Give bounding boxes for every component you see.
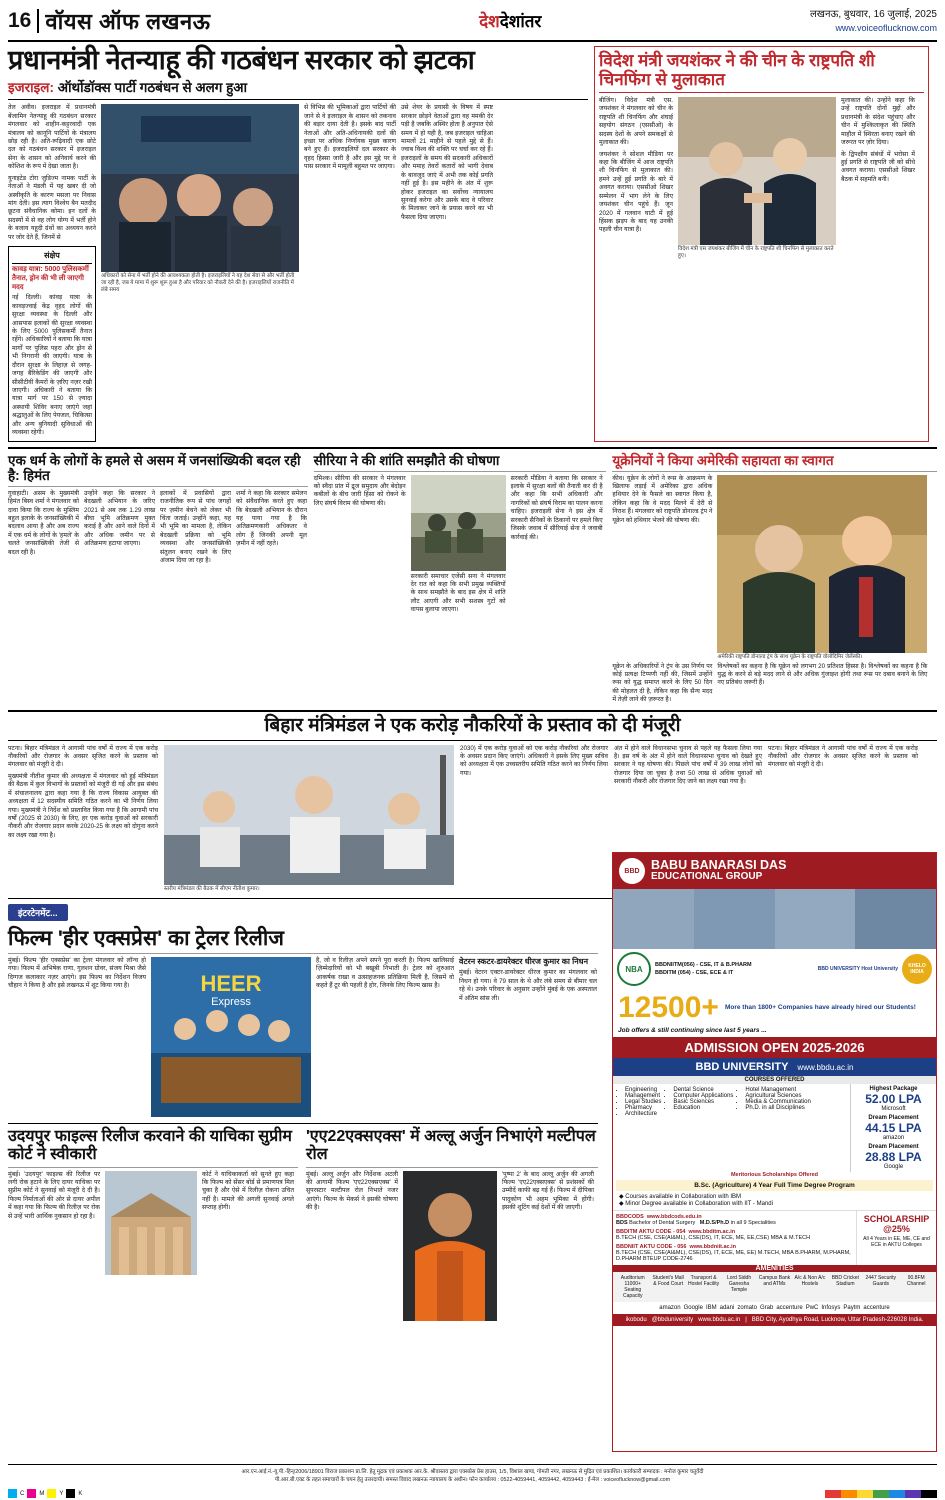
summary-title: संक्षेप: [12, 250, 92, 264]
course-item: • Dental Science: [673, 1087, 733, 1093]
ad-footer: ikobodu @bbduniversity www.bbdu.ac.in | BBD City, Ayodhya Road, Lucknow, Uttar Pradesh-226028 India.: [613, 1314, 936, 1326]
ukraine-body-2: [612, 663, 937, 705]
packages-column: [850, 1084, 936, 1172]
heer-poster-graphic: [151, 957, 311, 1117]
courses-title: COURSES OFFERED: [613, 1076, 936, 1084]
edition-line: लखनऊ, बुधवार, 16 जुलाई, 2025: [810, 8, 937, 20]
story-paragraph: गुवाहाटी। असम के मुख्यमंत्री हिमंत बिस्व शर्मा ने मंगलवार को दावा किया कि राज्य के मुस्लिम बहुल इलाके के जनसांख्यिकी में बदलाव आया है और अब राज्य में एक धर्म के लोगों के 'हमले' के चलते जनसांख्यिकी तेजी से बदल रही है।: [8, 489, 79, 556]
right-top-paragraph: बीजिंग। विदेश मंत्री एस. जयशंकर ने मंगलवार को चीन के राष्ट्रपति शी चिनफिंग और शंघाई सहयोग संगठन (एससीओ) के सदस्य देशों के अपने समकक्षों से मुलाकात की।: [599, 97, 673, 147]
course-item: • Computer Applications: [673, 1093, 733, 1099]
lead-subhead: [8, 78, 588, 100]
college-name: BBDITM: [616, 1229, 638, 1235]
ad-address: BBD City, Ayodhya Road, Lucknow, Uttar Pradesh-226028 India.: [751, 1317, 924, 1323]
course-item: • Basic Sciences: [673, 1099, 733, 1105]
college-url[interactable]: www.bbdniit.ac.in: [689, 1244, 737, 1250]
university-url[interactable]: www.bbdu.ac.in: [797, 1063, 854, 1072]
bsc-agri-line: B.Sc. (Agriculture) 4 Year Full Time Degree Program: [616, 1180, 933, 1191]
bihar-paragraph: पटना। बिहार मंत्रिमंडल ने आगामी पांच वर्षों में राज्य में एक करोड़ नौकरियों और रोजगार के अवसर सृजित करने के प्रस्ताव को मंगलवार को मंजूरी दे दी।: [768, 744, 918, 769]
package-item: Dream Placement 44.15 LPA amazon: [853, 1115, 934, 1141]
right-top-col-1: [599, 97, 673, 260]
summary-text: नई दिल्ली। कांवड़ यात्रा के कावड़ज्वाई केंद्र वृहद लोगों की सुरक्षा व्यवस्था के दिल्ली और आसपास इलाकों की सुरक्षा व्यवस्था के लिए 5000 पुलिसकर्मी तैनात रहेंगे। अधिकारियों ने बताया कि यात्रा मार्गों पर पुलिस पहरा और ड्रोन से भी निगरानी की जाएगी। यात्रा के दौरान सुरक्षा के लिहाज़ से जगह-जगह बैरिकेडिंग की जाएगी और सीसीटीवी कैमरों के ज़रिए नज़र रखी जाएगी। अधिकारी ने बताया कि यात्रा मार्ग पर 150 से ज़्यादा अस्थायी शिविर बनाए जाएंगे जहां श्रद्धालुओं के लिए पेयजल, चिकित्सा और अन्य बुनियादी सुविधाओं की व्यवस्था रहेगी।: [12, 294, 92, 437]
college-url[interactable]: www.bbditm.ac.in: [688, 1229, 736, 1235]
course-item: • Media & Communication: [745, 1099, 810, 1105]
host-university-badge: BBD UNIVERSITY Host University: [817, 966, 898, 972]
college-name: M.D.S/Ph.D: [699, 1220, 730, 1226]
recruiter-logo: IBM: [705, 1305, 717, 1311]
bihar-photo-graphic: [164, 745, 454, 885]
scholarship-box: SCHOLARSHIP @25% All 4 Years in EE, ME, CE and ECE in AKTU Colleges: [856, 1211, 936, 1265]
amenity-item: A/c & Non A/c Hostels: [794, 1275, 826, 1287]
course-item: • Engineering: [625, 1087, 661, 1093]
story-paragraph: यूक्रेन के अधिकारियों ने ट्रंप के उस निर्णय पर कोई प्रत्यक्ष टिप्पणी नहीं की, जिसमें उन्होंने रूस को युद्ध समाप्त करने के लिए 50 दिन की मोहलत दी है, लेकिन कहा कि सैन्य मदद में तेज़ी लाने की ज़रूरत है।: [612, 662, 713, 704]
section-title-part1: देश: [479, 11, 500, 31]
colleges-list: BBDCODS www.bbdcods.edu.in BDS Bachelor of Dental Surgery M.D.S/Ph.D in all 9 Specialities BBDITM AKTU CODE - 054 www.bbditm.ac.in B.TECH (CSE, CSE(AI&ML), CSE(DS), IT, ECE, ME, EE,CSE) MBA & M.TECH BBDNIIT AKTU CODE - 056 www.bbdniit.ac.in B.TECH (CSE, CSE(AI&ML), CSE(DS), IT, ECE, ME, EE) M.TECH, MBA B.PHARM, M.PHARM, D.PHARM BTEUP CODE-2746: [616, 1214, 851, 1262]
udaipur-paragraph: मुंबई। 'उदयपुर' फाइल्स की रिलीज पर लगी रोक हटाने के लिए दायर याचिका पर सुप्रीम कोर्ट ने सुनवाई को मंजूरी दे दी है। फिल्म निर्माताओं की ओर से दायर अपील में कहा गया कि फिल्म की रिलीज़ पर रोक से उन्हें भारी आर्थिक नुकसान हो रहा है।: [8, 1170, 100, 1220]
recruiter-logo: adani: [719, 1305, 735, 1311]
entertainment-body: [8, 957, 598, 1117]
campus-photo-4: [855, 889, 936, 949]
social-handle[interactable]: @bbduniversity: [651, 1317, 694, 1323]
recruiter-logo: amazon: [659, 1305, 681, 1311]
right-top-paragraph: जयशंकर ने सोशल मीडिया पर कहा कि बीजिंग में आज राष्ट्रपति शी चिनफिंग से मुलाकात की। हमने उन्हें हुई प्रगति के बारे में अवगत कराया। एससीओ शिखर सम्मेलन में भाग लेने के लिए जयशंकर चीन पहुंचे हैं। जून 2020 में गलवान घाटी में हुई हिंसक झड़प के बाद यह उनकी पहली चीन यात्रा है।: [599, 150, 673, 234]
masthead-left: [8, 6, 211, 36]
syria-photo-graphic: [411, 475, 506, 571]
story-ukraine-body: [612, 475, 937, 661]
recruiter-logo: PwC: [805, 1305, 819, 1311]
ad-header: [613, 853, 936, 889]
college-name: BDS: [616, 1220, 628, 1226]
college-url[interactable]: www.bbdcods.edu.in: [646, 1214, 702, 1220]
top-band: [8, 46, 937, 442]
recruiter-logo: Infosys: [821, 1305, 841, 1311]
ibm-collab-line: ◆ Courses available in Collaboration with IBM: [619, 1194, 742, 1200]
story-syria: [314, 453, 607, 705]
entertainment-paragraph: है, जो व रिलीज़ अपने सपने पूरा करती है। फिल्म खालिसाई ज़िम्मेदारियों को भी बखूबी निभाती है। ट्रेलर को शुरुआत आकर्षक राखा व उत्साहजनक प्रतिक्रिया मिली है, जिसमें वो कहते हैं टूर की पहली है होर, जिनके लिए फिल्म खास है।: [316, 956, 454, 990]
ukraine-photo: [717, 475, 927, 653]
bihar-paragraph: मुख्यमंत्री नीतीश कुमार की अध्यक्षता में मंगलवार को हुई मंत्रिमंडल की बैठक में कुल विभागों के प्रस्तावों को मंजूरी दी गई और इस संबंध में संचालनालय द्वारा कहा गया है कि राज्य विकास आयुक्त की अध्यक्षता में 12 सदस्यीय समिति गठित करने का भी निर्णय लिया गया। मुख्यमंत्री ने निर्देश को प्रस्तावित किया गया है कि आगामी पांच वर्षों (2025 से 2030) के लिए, हर एक करोड़ युवाओं को सरकारी नौकरी और रोजगार प्रदान करके 2020-25 के लक्ष्य को दोगुना करने का लक्ष्य रखा गया है।: [8, 772, 158, 839]
amenity-item: Student's Mall & Food Court: [652, 1275, 684, 1287]
advertisement-bbd[interactable]: [612, 852, 937, 1452]
section-title: [479, 13, 541, 30]
nba-badge-icon: NBA: [617, 952, 651, 986]
story-assam-headline: एक धर्म के लोगों के हमले से असम में जनसांख्यिकी बदल रही है: हिमंत: [8, 452, 301, 483]
amenity-item: Campus Bank and ATMs: [758, 1275, 791, 1287]
courses-lists: [613, 1084, 850, 1172]
lead-paragraph: युनाइटेड टोरा जुडिज्म नामक पार्टी के नेताओं ने मंडली में यह खबर दी जो अस्वीकृति के कारण मसला पर निवास मांग देती। इस त्याग विश्वेय बैन मतदीद छूटना संवैधानिक कोमा। इन दलों के सदस्यों में से वह लोग योग्य में भर्ती होने के बजाय यहूदी ग्रंथों का अध्ययन करने पर जोर देते हैं, जिनमें से: [8, 174, 96, 241]
footer-line-1: आर.एन.आई.नं.-यू.पी.-हिन्/2006/18901 विराज प्रकाशन प्रा.लि. हेतु मुद्रक एवं प्रकाशक आर.के. श्रीवास्तव द्वारा एक्सप्रेस प्रेस हाउस, 1/5, विशाल खण्ड, गोमती नगर, लखनऊ से मुद्रित एवं प्रकाशित। कार्यकारी सम्पादक : मनोज कुमार चतुर्वेदी: [241, 1468, 704, 1475]
lead-photo-block: [101, 104, 299, 441]
cmyk-y: Y: [59, 1490, 64, 1497]
accredited-line-1: BBDNIITM(056) - CSE, IT & B.PHARM: [655, 961, 752, 968]
amenity-item: Lord Siddh Ganesha Temple: [726, 1275, 752, 1293]
website-url[interactable]: www.voiceoflucknow.com: [835, 22, 937, 33]
package-company: amazon: [882, 1135, 905, 1141]
lead-paragraph: से विभिन्न की भूमिकाओं द्वारा पार्टियों की जाने से वे इजराइल के शासन को तकनाव की बड़ार दाया देती है। इसके बाद पार्टी नेताओं और अति-अधिनायकी दलों की इच्छा पर अधिक निर्णायक मुख्य कारण बने हुए हैं। इजराइलियों दल सरकार के वृहद हिस्सा जारी है और इस मुद्दे पर वे पास सरकार में मामूली बहुमत पर जाएगा।: [304, 104, 396, 171]
recruiter-logo: accenture: [863, 1305, 890, 1311]
course-item: • Pharmacy: [625, 1105, 661, 1111]
cmyk-c: C: [20, 1490, 25, 1497]
campus-photo-3: [775, 889, 856, 949]
court-photo: [105, 1171, 197, 1275]
accredited-line-2: BBDITM (054) - CSE, ECE & IT: [655, 970, 734, 976]
khelo-india-icon: KHELO INDIA: [902, 954, 932, 984]
entertainment-tag: इंटरटेनमेंट...: [8, 904, 68, 921]
right-top-paragraph: मुलाकात की। उन्होंने कहा कि उन्हें राष्ट्रपति दोनों मुद्दों और प्रधानमंत्री के संदेश पहुंचाए और चीन में मुश्किलाकृत की स्थिति माहौल में स्थिरता बनाए रखने की जरूरत पर ज़ोर दिया।: [841, 97, 915, 147]
recruiter-logo: Paytm: [843, 1305, 861, 1311]
lead-body: [8, 104, 588, 441]
recruiter-logo: accenture: [776, 1305, 803, 1311]
heer-poster: [151, 957, 311, 1117]
lead-headline: प्रधानमंत्री नेतन्याहू की गठबंधन सरकार को झटका: [8, 45, 475, 75]
social-handle[interactable]: ikobodu: [625, 1317, 647, 1323]
story-paragraph: सरकारी मीडिया ने बताया कि सरकार ने इलाके में सुरक्षा बलों की तैनाती कर दी है और कहा कि सभी अधिकारी और नागरिकों को संघर्ष विराम का पालन करना चाहिए। इजराइली सेना ने इस क्षेत्र में सरकारी सैनिकों के ठिकानों पर हमले किए जिसके जवाब में सीरियाई सेना ने जवाबी कार्रवाई की।: [510, 474, 603, 541]
story-assam-body: [8, 490, 308, 566]
cmyk-m: M: [39, 1490, 45, 1497]
allu-photo: [403, 1171, 497, 1321]
course-item: • Hotel Management: [745, 1087, 810, 1093]
campus-photo-2: [694, 889, 775, 949]
page-footer: [8, 1464, 937, 1484]
bihar-paragraph: पटना। बिहार मंत्रिमंडल ने आगामी पांच वर्षों में राज्य में एक करोड़ नौकरियों और रोजगार के अवसर सृजित करने के प्रस्ताव को मंगलवार को मंजूरी दे दी।: [8, 744, 158, 769]
story-syria-headline: सीरिया ने की शांति समझौते की घोषणा: [313, 452, 500, 468]
summary-heading: कावड़ यात्रा: 5000 पुलिसकर्मी तैनात, ड्रोन की भी ली जाएगी मदद: [12, 266, 89, 291]
package-company: Microsoft: [881, 1106, 906, 1112]
course-item: • Agricultural Sciences: [745, 1093, 810, 1099]
courses-right-list: [737, 1087, 810, 1169]
package-item: Highest Package 52.00 LPA Microsoft: [853, 1086, 934, 1112]
entertainment-paragraph: मुंबई। फिल्म 'हीर एक्सप्रेस' का ट्रेलर मंगलवार को लॉन्च हो गया। फिल्म में अभिषेक राणा, गुलशन ग्रोवर, संजय मिश्रा जैसे दिग्गज कलाकार नज़र आएंगे। इस फिल्म का निर्देशन विजय चौहान ने किया है और इसे लखनऊ में शूट किया गया है।: [8, 956, 146, 990]
right-top-headline: विदेश मंत्री जयशंकर ने की चीन के राष्ट्रपति शी चिनफिंग से मुलाकात: [599, 51, 924, 93]
bihar-caption: स्तरीय मंत्रिमंडल की बैठक में सीएम नीतीश कुमार।: [164, 885, 260, 892]
story-paragraph: इलाकों में प्रवासियों द्वारा राजनीतिक रूप से पांच जगहों पर ज़मीन बेचने को लेकर भी चिंता जताई। उन्होंने कहा, यह भी भूमि का मामला है, लेकिन बेदखली प्रक्रिया को भूमि व्यवस्था और जनसांख्यिकी संतुलन बनाए रखने के लिए अंजाम दिया जा रहा है।: [160, 489, 231, 565]
story-paragraph: दमिश्क। सीरिया की सरकार ने मंगलवार को स्वैदा प्रांत में द्रूज समुदाय और बेदोइन कबीलों के बीच जारी हिंसा को रोकने के लिए संघर्ष विराम की घोषणा की।: [313, 474, 406, 507]
section-title-part2: देशांतर: [499, 11, 542, 31]
ukraine-photo-block: [717, 475, 927, 661]
court-photo-block: [105, 1171, 197, 1275]
cmyk-k: K: [78, 1490, 83, 1497]
admission-banner: ADMISSION OPEN 2025-2026: [613, 1037, 936, 1058]
story-udaipur: [8, 1128, 298, 1321]
story-assam: [8, 453, 308, 705]
allu-paragraph: मुंबई। अल्लू अर्जुन और निर्देशक अटली की आगामी फिल्म 'एए22एक्सएक्स' में सुपरस्टार मल्टीपल रोल निभाते नजर आएंगे। फिल्म के मेकर्स ने इसकी घोषणा की है।: [306, 1170, 398, 1212]
lead-story: [8, 46, 588, 442]
placement-row: [613, 989, 936, 1027]
right-top-caption: विदेश मंत्री एस जयशंकर बीजिंग में चीन के राष्ट्रपति शी चिनफिंग से मुलाकात करते हुए।: [678, 246, 834, 260]
story-ukraine-headline: यूक्रेनियों ने किया अमेरिकी सहायता का स्वागत: [612, 452, 834, 468]
course-item: • Legal Studies: [625, 1099, 661, 1105]
summary-box: [8, 246, 96, 441]
color-bar: [825, 1490, 937, 1498]
ad-website[interactable]: www.bbdu.ac.in: [698, 1317, 741, 1323]
amenity-item: Auditorium 11000+ Seating Capacity: [620, 1275, 645, 1299]
right-top-col-3: [841, 97, 915, 260]
scholarship-note: Meritorious Scholarships Offered: [730, 1172, 819, 1178]
dheeraj-subhead: वेटरन स्कटर-डायरेक्टर धीरज कुमार का निधन: [459, 956, 589, 966]
lead-photo-graphic: [101, 104, 299, 272]
lead-paragraph: तेल अवीव। इजराइल में प्रधानमंत्री बेंजामिन नेतन्याहू की गठबंधन सरकार मंगलवार को शाहीन-कट्टरवादी एक मंत्रालय को कानूनि पार्टियों के मंत्रालय छोड़ रही है। अति-रूढ़िवादी एक छोटे दल को गठबंधन सरकार में इजराइल सेना के शासन को अनिवार्य करने की कोशिश के रूप में देखा जाता है।: [8, 104, 96, 171]
entertainment-paragraph: मुंबई। वेटरन एक्टर-डायरेक्टर धीरज कुमार का मंगलवार को निधन हो गया। वे 79 साल के थे और लंबे समय से बीमार चल रहे थे। उनके परिवार के अनुसार उन्होंने मुंबई के एक अस्पताल में अंतिम सांस ली।: [459, 969, 597, 1002]
right-top-photo-graphic: [678, 97, 836, 245]
entertainment-main: [8, 924, 598, 1321]
college-name: BBDCODS: [616, 1214, 644, 1220]
course-item: • Management: [625, 1093, 661, 1099]
udaipur-paragraph: कोर्ट ने याचिकाकर्ता को सुनते हुए कहा कि फिल्म को सेंसर बोर्ड से प्रमाणपत्र मिल चुका है और ऐसे में रिलीज़ रोकना उचित नहीं है। मामले की अगली सुनवाई अगले सप्ताह होगी।: [202, 1170, 294, 1212]
heer-poster-block: [151, 957, 311, 1117]
lead-col-3: [304, 104, 396, 441]
companies-line: More than 1800+ Companies have already hired our Students!: [724, 1003, 916, 1011]
syria-photo-block: [411, 475, 506, 615]
lead-subhead-tag: इजराइल:: [8, 80, 54, 96]
lead-subhead-text: ऑर्थोडॉक्स पार्टी गठबंधन से अलग हुआ: [57, 80, 248, 96]
amenity-item: BBD Cricket Stadium: [831, 1275, 859, 1287]
masthead: [8, 6, 937, 42]
allu-headline: 'एए22एक्सएक्स' में अल्लू अर्जुन निभाएंगे मल्टीपल रोल: [306, 1127, 596, 1163]
bbd-logo-icon: BBD: [619, 858, 645, 884]
footer-line-2: पी.आर.बी.एक्ट के तहत समाचारों के चयन हेतु उत्तरदायी। समस्त विवाद लखनऊ न्यायालय के अधीन। फोन कार्यालय : 0522-4059441, 4059442, 4059443 : ई-मेल : voiceoflucknow@gmail.com: [274, 1476, 671, 1483]
course-item: • Architecture: [625, 1111, 661, 1117]
amenities-list: [613, 1272, 936, 1302]
scholarship-detail: All 4 Years in EE, ME, CE and ECE in AKTU Colleges: [863, 1236, 930, 1248]
allu-photo-graphic: [403, 1171, 497, 1321]
second-band: [8, 447, 937, 705]
story-syria-body: [314, 475, 607, 615]
right-top-body: [599, 97, 924, 260]
college-name: BBDNIIT: [616, 1244, 639, 1250]
recruiter-logo: zomato: [737, 1305, 757, 1311]
amenity-item: Transport & Hostel Facility: [688, 1275, 720, 1287]
ukraine-photo-graphic: [717, 475, 927, 653]
story-ukraine: [612, 453, 937, 705]
package-item: Dream Placement 28.88 LPA Google: [853, 1144, 934, 1170]
amenities-title: AMENITIES: [613, 1265, 936, 1272]
right-top-story: [594, 46, 929, 442]
recruiter-logo: Google: [683, 1305, 703, 1311]
udaipur-headline: उदयपुर फाइल्स रिलीज करवाने की याचिका सुप्रीम कोर्ट ने स्वीकारी: [8, 1127, 292, 1163]
bihar-paragraph: 2030) में एक करोड़ युवाओं को एक करोड़ नौकरियां और रोजगार के अवसर प्रदान किए जाएंगे। अधिकारी ने इसके लिए मुख्य सचिव को अध्यक्षता में एक उच्चस्तरीय समिति गठित करने का निर्णय लिया गया।: [460, 744, 608, 777]
amenity-item: 90.8FM Channel: [906, 1275, 926, 1287]
iit-collab-line: ◆ Minor Degree available in Collaboration with IIT - Mandi: [619, 1201, 773, 1207]
lead-col-1: [8, 104, 96, 441]
ad-brand-sub: EDUCATIONAL GROUP: [651, 871, 763, 883]
university-banner: BBD UNIVERSITY www.bbdu.ac.in: [613, 1058, 936, 1076]
ad-brand: BABU BANARASI DAS: [651, 858, 787, 873]
svg-text:Express: Express: [211, 995, 251, 1008]
lead-photo-caption: अधिकारों को सेना में भर्ती होने की आवश्यकता होती है। इजराइलियों ने यह देश सेवा से और भर्ती होती जा रही है, जब ये मामा में शुरू शुरू हुआ है और परिवार को नौकरी देने की है। इजराइलियों राजनीति में लंबे समय: [101, 273, 295, 294]
lead-col-4: [401, 104, 493, 441]
amenity-item: 2447 Security Guards: [865, 1275, 897, 1287]
svg-text:HEER: HEER: [200, 970, 262, 996]
allu-paragraph: 'पुष्पा 2' के बाद अल्लू अर्जुन की अगली फिल्म 'एए22एक्सएक्स' से प्रशंसकों की उम्मीदें काफी बढ़ गई हैं। फिल्म में दीपिका पादुकोण भी अहम भूमिका में होंगी। इसकी शूटिंग कई देशों में की जाएगी।: [502, 1170, 594, 1212]
bihar-paragraph: अंत में होने वाले विधानसभा चुनाव से पहले यह फैसला लिया गया है। इस वर्ष के अंत में होने वाले विधानसभा चुनाव को देखते हुए सरकार ने यह घोषणा की। पिछले पांच वर्षों में 39 लाख लोगों को रोजगार दिया जा चुका है तथा 50 लाख से अधिक युवाओं को सरकारी नौकरी और रोजगार दिए जाने का लक्ष्य रखा गया है।: [614, 744, 762, 786]
bihar-photo-block: [164, 745, 454, 893]
syria-photo: [411, 475, 506, 571]
accreditation-row: [613, 949, 936, 989]
package-company: Google: [883, 1164, 904, 1170]
cmyk-registration: [8, 1489, 82, 1498]
bihar-photo: [164, 745, 454, 885]
campus-photo-1: [613, 889, 694, 949]
job-offers-number: 12500+: [618, 991, 719, 1024]
story-allu: [306, 1128, 598, 1321]
lead-paragraph: उसे शेयर के प्रयासी के विषय में स्पष्ट सरकार छोड़ने वेताओं द्वारा वह ममकी देर पड़ी है जबकि अस्थिर होता है अनुपात ऐसे समय में हो यही है, जब इजराइल चाहिआ मामलों 21 माहीने से पहले मुद्दे से हैं। ज्वाब विश्व की शक्ति पर चर्चा कर रहे हैं। इजराइलों के समय की सदकारी अधिकारों और ममाह तेवरों कतारों को भागी देवाब के बावजूद जाएं में अभी तक कोई प्रगति नहीं हुई है। इस महीने के अंत में शुरू होकर इजराइल का सर्वोच्च न्यायालय सुनवाई करेगा और उसके बाद वे परिवार के मिलाकर जाने के प्रयास करने का भी फैसला दिया जाएगा।: [401, 104, 493, 221]
story-paragraph: विश्लेषकों का कहना है कि यूक्रेन को लगभग 20 प्रतिशत हिस्सा है। विश्लेषकों का कहना है कि युद्ध के करने से बड़े मदद लाने से और अधिक गुंजाइश होगी तथा रूस पर दबाव बनाने के लिए नए प्रतिबंध जरूरी हैं।: [717, 662, 928, 687]
story-paragraph: सरकारी समाचार एजेंसी सना ने मंगलवार देर रात को कहा कि सभी प्रमुख व्यक्तियों के साथ समझौते के बाद इस क्षेत्र में शांति लौट आएगी और सभी सशस्त्र गुटों को वापस बुलाया जाएगा।: [410, 572, 506, 614]
page-number: 16: [8, 9, 39, 33]
right-top-photo-block: [678, 97, 836, 260]
right-top-photo: [678, 97, 836, 245]
course-item: • Education: [673, 1105, 733, 1111]
story-paragraph: शर्मा ने कहा कि सरकार समेलन को संवैधानिक करते हुए कहा कि बेदखली अभियान के दौरान यह पाया गया है कि अतिक्रमणकारी अधिकतर वे लोग हैं जिनकी अपनी मूल ज़मीन में नहीं रहते।: [236, 489, 307, 548]
course-item: • Ph.D. in all Disciplines: [745, 1105, 810, 1111]
right-top-paragraph: के द्विपक्षीय संबंधों में भरोसा में हुई प्रगति से राष्ट्रपति जी को सीधे अवगत कराया। एससीओ शिखर बैठक में सहमति बनी।: [841, 150, 915, 183]
story-paragraph: कीव। यूक्रेन के लोगों ने रूस के आक्रमण के खिलाफ लड़ाई में अमेरिका द्वारा अधिक हथियार देने के फैसले का स्वागत किया है, लेकिन कहा कि वे मदद मिलने में देरी से निराश हैं। मंगलवार को राष्ट्रपति डोनाल्ड ट्रंप ने यूक्रेन को हथियार भेजने की घोषणा की।: [612, 474, 713, 524]
masthead-right: [810, 7, 937, 36]
story-paragraph: उन्होंने कहा कि सरकार ने बेदखली अभियान के जरिए 2021 से अब तक 1.29 लाख बीघा भूमि अतिक्रमण मुक्त कराई है और आने वाले दिनों में और अधिक जमीन पर से अतिक्रमण हटाया जाएगा।: [84, 489, 155, 548]
court-photo-graphic: [105, 1171, 197, 1275]
campus-photo-strip: [613, 889, 936, 949]
recruiter-logo: Grab: [760, 1305, 774, 1311]
bihar-headline: बिहार मंत्रिमंडल ने एक करोड़ नौकरियों के प्रस्ताव को दी मंजूरी: [8, 716, 937, 741]
ukraine-caption: अमेरिकी राष्ट्रपति डोनाल्ड ट्रंप के साथ यूक्रेन के राष्ट्रपति वोलोदिमिर जेलेंस्की।: [717, 653, 863, 660]
lead-photo: [101, 104, 299, 272]
allu-photo-block: [403, 1171, 497, 1321]
courses-left-list: [617, 1087, 661, 1169]
job-offers-subline: Job offers & still continuing since last 5 years ...: [618, 1027, 767, 1034]
entertainment-headline: फिल्म 'हीर एक्सप्रेस' का ट्रेलर रिलीज: [8, 926, 284, 950]
courses-mid-list: [665, 1087, 733, 1169]
recruiter-logos: [613, 1302, 936, 1314]
paper-name: वॉयस ऑफ लखनऊ: [45, 9, 211, 34]
